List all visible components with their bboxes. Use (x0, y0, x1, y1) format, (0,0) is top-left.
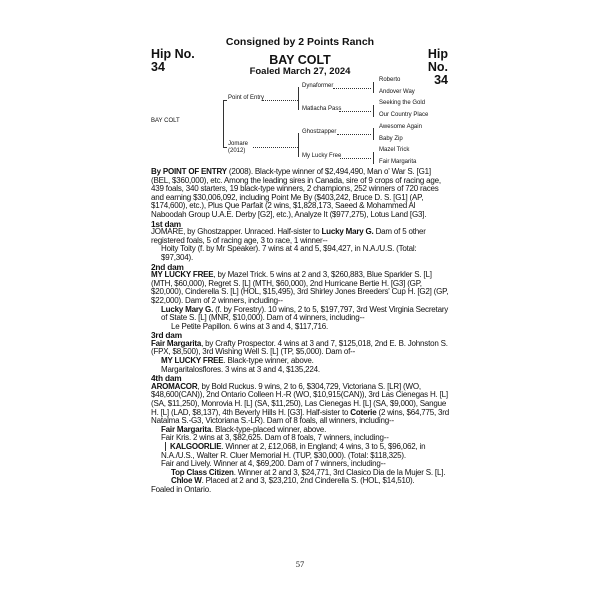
hip-number: 34 (434, 73, 448, 87)
pedigree-sds: Seeking the Gold (379, 100, 426, 106)
pedigree-dam-year: (2012) (228, 148, 246, 154)
sire-paragraph (151, 168, 449, 220)
third-dam-child2: Margaritalosflores. 3 wins at 3 and 4, $135,224. (161, 364, 320, 374)
pedigree-dsd: Baby Zip (379, 136, 403, 142)
pedigree-sire-sire: Dynaformer (302, 83, 334, 89)
second-dam-paragraph (151, 271, 449, 305)
second-dam-name: MY LUCKY FREE (151, 270, 214, 280)
consignor-line: Consigned by 2 Points Ranch (225, 36, 375, 48)
second-dam-child (151, 306, 449, 323)
fourth-dam-child1-text: . Black-type-placed winner, above. (211, 424, 327, 434)
first-dam-text: JOMARE, by Ghostzapper. Unraced. Half-sister to (151, 227, 322, 237)
fourth-dam-grandchild1-text: . Winner at 2, £12,068, in England; 4 wins, 3 to 5, $96,062, in N.A./U.S., Walter R. Cluer Memorial H. (TUP, $30,000). (Total: $118,325). (161, 442, 426, 460)
pedigree-subject: BAY COLT (151, 118, 180, 124)
pedigree-dss: Awesome Again (379, 124, 422, 130)
fourth-dam-child2: Fair Kris. 2 wins at 3, $82,625. Dam of 8 foals, 7 winners, including-- (161, 433, 389, 443)
pedigree-ddd: Fair Margarita (379, 159, 417, 165)
fourth-dam-child3: Fair and Lively. Winner at 4, $69,200. Dam of 7 winners, including-- (161, 459, 386, 469)
first-dam-paragraph (151, 228, 449, 245)
hip-label: Hip No. (427, 47, 448, 74)
fourth-dam-grandchild3-name: Chloe W (171, 476, 202, 486)
pedigree-dds: Mazel Trick (379, 147, 410, 153)
hip-label: Hip No. (151, 47, 195, 61)
page-number: 57 (295, 559, 305, 569)
first-dam-text-rest: Dam of 5 other registered foals, 5 of racing age, 3 to race, 1 winner-- (151, 227, 426, 245)
third-dam-heading: 3rd dam (151, 330, 182, 341)
fourth-dam-paragraph (151, 383, 449, 426)
second-dam-heading: 2nd dam (151, 261, 184, 272)
fourth-dam-name: AROMACOR (151, 381, 198, 391)
third-dam-child-text: . Black-type winner, above. (223, 356, 314, 366)
fourth-dam-grandchild1 (151, 443, 449, 460)
sire-text: (2008). Black-type winner of $2,494,490, Man o' War S. [G1] (BEL, $360,000), etc. Among the leading sires in Canada, sire of 9 crops of racing age, 439 foals, 340 starters, 19 black-type winners, 2 champions, 252 winners of 720 races and earning $30,006,092, including Point Me By ($403,242, Bruce D. S. [G1] (AP, $174,600), etc.), Plus Que Parfait (2 wins, $1,828,173, Saeed & Mohammed Al Naboodah Group U.A.E. Derby [G2], etc.), Analyze It ($977,275), Lotus Land [G3]. (151, 167, 441, 219)
pedigree-ssd: Andover Way (379, 89, 415, 95)
fourth-dam-text: , by Bold Ruckus. 9 wins, 2 to 6, $304,729, Victoriana S. [LR] (WO, $48,600(CAN)), 2nd Ontario Colleen H.-R (WO, $10,915(CAN)), 3rd Las Cienegas H. [L] (SA, $11,250), Monrovia H. [L] (SA, $11,250), Las Cienegas H. [L] (SA, $9,000), Sangue H. [L] (LAD, $8,137), 4th Beverly Hills H. [G3]. Half-sister to (151, 381, 448, 417)
second-dam-text: , by Mazel Trick. 5 wins at 2 and 3, $260,883, Blue Sparkler S. [L] (MTH, $60,000), Regret S. [L] (MTH, $60,000), 2nd Hurricane Bertie H. [G3] (GP, $20,000), Cinderella S. [L] (HOL, $15,495), 3rd Shirley Jones Breeders' Cup H. [G2] (GP, $22,000). Dam of 2 winners, including-- (151, 270, 449, 305)
fourth-dam-child1-name: Fair Margarita (161, 424, 212, 434)
third-dam-child-name: MY LUCKY FREE (161, 356, 224, 366)
hip-number: 34 (151, 60, 165, 74)
fourth-dam-grandchild3-text: . Placed at 2 and 3, $23,210, 2nd Cinderella S. (HOL, $14,510). (201, 476, 415, 486)
sire-name: By POINT OF ENTRY (151, 167, 227, 176)
pedigree-dam-dam: My Lucky Free (302, 153, 342, 159)
fourth-dam-grandchild1-name: KALGOORLIE (170, 442, 222, 451)
pedigree-sire-dam: Matlacha Pass (302, 106, 342, 112)
indent-bar (161, 442, 425, 460)
pedigree-sire: Point of Entry (228, 95, 265, 101)
foaled-in-footer: Foaled in Ontario. (151, 484, 211, 494)
pedigree-sss: Roberto (379, 77, 401, 83)
horse-title: BAY COLT (269, 53, 331, 67)
third-dam-text: , by Crafty Prospector. 4 wins at 3 and 7, $125,018, 2nd E. B. Johnston S. (FPX, $8,500), 3rd Wishing Well S. [L] (TP, $5,000). Dam of-- (151, 338, 448, 357)
catalog-page-body (151, 168, 449, 495)
first-dam-heading: 1st dam (151, 218, 181, 229)
second-dam-grandchild: Le Petite Papillon. 6 wins at 3 and 4, $117,716. (171, 321, 329, 331)
third-dam-paragraph (151, 340, 449, 357)
first-dam-foal: Hoity Toity (f. by Mr Speaker). 7 wins at 4 and 5, $94,427, in N.A./U.S. (Total: $97,304). (161, 244, 417, 262)
second-dam-child-text: (f. by Forestry). 10 wins, 2 to 5, $197,797, 3rd West Virginia Secretary of State S. [L] (MNR, $10,000). Dam of 4 winners, including-- (161, 304, 449, 323)
fourth-dam-grandchild2-name: Top Class Citizen (171, 467, 234, 477)
first-dam-sister: Lucky Mary G. (321, 227, 374, 237)
fourth-dam-heading: 4th dam (151, 373, 182, 384)
fourth-dam-sister: Coterie (350, 407, 377, 417)
pedigree-dam-sire: Ghostzapper (302, 129, 337, 135)
foaled-date: Foaled March 27, 2024 (249, 66, 351, 77)
pedigree-sdd: Our Country Place (379, 112, 429, 118)
second-dam-child-name: Lucky Mary G. (161, 304, 214, 314)
third-dam-name: Fair Margarita (151, 338, 202, 348)
fourth-dam-text-rest: (2 wins, $64,775, 3rd Natalma S.-G3, Victoriana S.-LR). Dam of 8 foals, all winners, including-- (151, 407, 449, 426)
fourth-dam-grandchild2-text: . Winner at 2 and 3, $24,771, 3rd Clasico Dia de la Mujer S. [L]. (233, 467, 446, 477)
pedigree-dam: Jomare (228, 141, 249, 147)
